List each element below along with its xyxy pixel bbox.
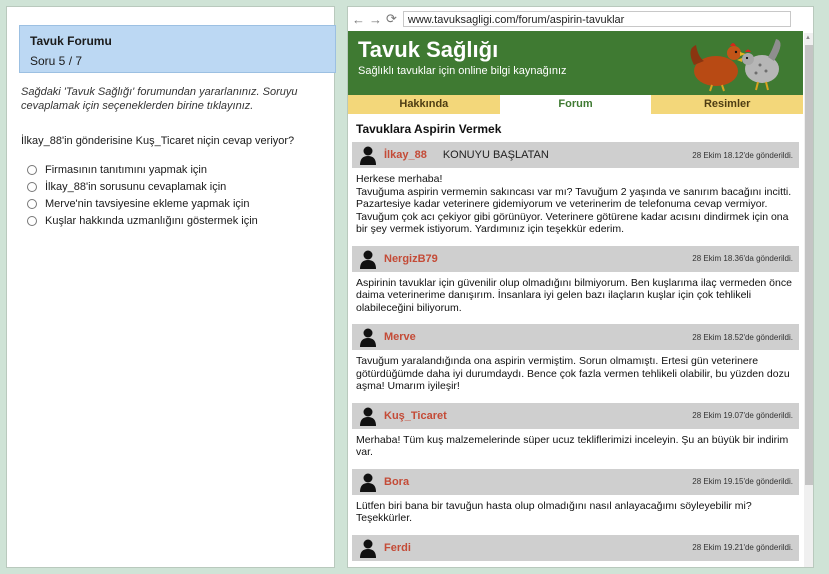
post-date: 28 Ekim 19.07'de gönderildi. <box>692 411 793 420</box>
post-username[interactable]: Merve <box>384 331 416 343</box>
post-username[interactable]: Bora <box>384 475 410 488</box>
question-counter: Soru 5 / 7 <box>30 54 83 68</box>
radio-button[interactable] <box>27 165 37 175</box>
answer-option-4[interactable] <box>27 212 258 229</box>
post-date: 28 Ekim 19.15'de gönderildi. <box>692 477 793 486</box>
forum-post <box>348 403 803 469</box>
post-date: 28 Ekim 19.21'de gönderildi. <box>692 543 793 552</box>
post-text: Tavuğuma aspirin vermemin sakıncası var mı? Tavuğum 2 yaşında ve sanırım bacağını incitti. Pazartesiye kadar veterinere gidemiyorum ve veterinerim de telefonuma cevap vermiyor. Tavuğum çok acı çekiyor gibi görünüyor. Veterinere götürene kadar acısını dindirmek için ona bir şey vermek istiyorum. Yardımınız için teşekkür ederim. <box>356 185 792 235</box>
chickens-illustration-icon <box>682 35 794 93</box>
question-header <box>19 25 336 73</box>
post-username[interactable]: Ferdi <box>384 541 411 554</box>
post-text: Aspirinin tavuklar için güvenilir olup olmadığını bilmiyorum. Ben kuşlarıma ilaç vermeden önce daima veterinerime danışırım. İnsanlara iyi gelen bazı ilaçların kuşlar için çok tehlikeli olabileceğini biliyorum. <box>356 276 792 314</box>
forum-title: Tavuk Forumu <box>30 34 112 48</box>
url-field[interactable]: www.tavuksagligi.com/forum/aspirin-tavuklar <box>403 11 791 27</box>
site-nav <box>348 95 803 114</box>
user-avatar-icon <box>358 472 378 492</box>
forward-arrow-icon[interactable]: → <box>369 11 382 27</box>
post-username[interactable]: NergizB79 <box>384 252 438 265</box>
scroll-up-arrow-icon[interactable]: ▲ <box>805 35 811 41</box>
answer-option-label: Firmasının tanıtımını yapmak için <box>45 163 207 176</box>
vertical-scrollbar[interactable] <box>804 33 814 568</box>
post-username[interactable]: Kuş_Ticaret <box>384 409 447 422</box>
answer-options <box>27 161 258 229</box>
post-text: Tavuğum yaralandığında ona aspirin vermiştim. Sorun olmamıştı. Ertesi gün veterinere götürdüğümde daha iyi durumdaydı. Bence çok fazla vermen tehlikeli olabilir, bu yüzden dozu aşma! Umarım iyileşir! <box>356 355 790 392</box>
post-date: 28 Ekim 18.12'de gönderildi. <box>692 150 793 160</box>
question-text: İlkay_88'in gönderisine Kuş_Ticaret niçin cevap veriyor? <box>21 135 295 147</box>
user-avatar-icon <box>358 327 378 347</box>
post-header <box>352 535 799 561</box>
forum-post <box>348 142 803 246</box>
post-text: Lütfen biri bana bir tavuğun hasta olup olmadığını nasıl anlayacağımı söyleyebilir mi? Teşekkürler. <box>356 499 752 524</box>
answer-option-2[interactable] <box>27 178 258 195</box>
post-date: 28 Ekim 18.52'de gönderildi. <box>692 332 793 342</box>
answer-option-label: Merve'nin tavsiyesine ekleme yapmak için <box>45 197 250 210</box>
radio-button[interactable] <box>27 199 37 209</box>
address-bar-row <box>348 7 814 31</box>
post-body <box>348 168 803 246</box>
post-greeting: Herkese merhaba! <box>356 173 443 185</box>
user-avatar-icon <box>358 538 378 558</box>
site-banner <box>348 31 803 95</box>
post-header <box>352 246 799 272</box>
forum-page <box>348 31 803 568</box>
user-avatar-icon <box>358 145 378 165</box>
radio-button[interactable] <box>27 216 37 226</box>
brown-hen-icon <box>690 43 746 91</box>
post-header <box>352 324 799 350</box>
user-avatar-icon <box>358 406 378 426</box>
post-text: Merhaba! Tüm kuş malzemelerinde süper ucuz tekliflerimizi inceleyin. Şu an büyük bir indirim var. <box>356 433 789 458</box>
post-header <box>352 469 799 495</box>
grey-hen-icon <box>737 39 781 90</box>
answer-option-label: Kuşlar hakkında uzmanlığını göstermek için <box>45 214 258 227</box>
question-panel <box>6 6 335 568</box>
radio-button[interactable] <box>27 182 37 192</box>
post-date: 28 Ekim 18.36'da gönderildi. <box>692 254 793 263</box>
browser-window <box>347 6 814 568</box>
answer-option-3[interactable] <box>27 195 258 212</box>
thread-title: Tavuklara Aspirin Vermek <box>356 122 502 136</box>
reload-icon[interactable]: ⟳ <box>386 11 397 26</box>
nav-item-forum[interactable]: Forum <box>500 95 652 114</box>
post-header <box>352 142 799 168</box>
post-text <box>348 561 803 569</box>
nav-item-about[interactable]: Hakkında <box>399 98 449 110</box>
back-arrow-icon[interactable]: ← <box>352 11 365 27</box>
post-header <box>352 403 799 429</box>
forum-post <box>348 324 803 403</box>
forum-post <box>348 246 803 325</box>
post-role: KONUYU BAŞLATAN <box>442 149 549 161</box>
nav-item-images[interactable]: Resimler <box>703 98 751 110</box>
site-tagline: Sağlıklı tavuklar için online bilgi kaynağınız <box>358 65 567 77</box>
instructions: Sağdaki 'Tavuk Sağlığı' forumundan yararlanınız. Soruyu cevaplamak için seçeneklerden birine tıklayınız. <box>21 86 298 112</box>
answer-option-label: İlkay_88'in sorusunu cevaplamak için <box>45 180 227 193</box>
forum-post <box>348 469 803 535</box>
forum-post <box>348 535 803 569</box>
scrollbar-thumb[interactable] <box>805 45 813 485</box>
user-avatar-icon <box>358 249 378 269</box>
site-logo-text: Tavuk Sağlığı <box>358 37 499 62</box>
post-username[interactable]: İlkay_88 <box>384 149 427 161</box>
answer-option-1[interactable] <box>27 161 258 178</box>
